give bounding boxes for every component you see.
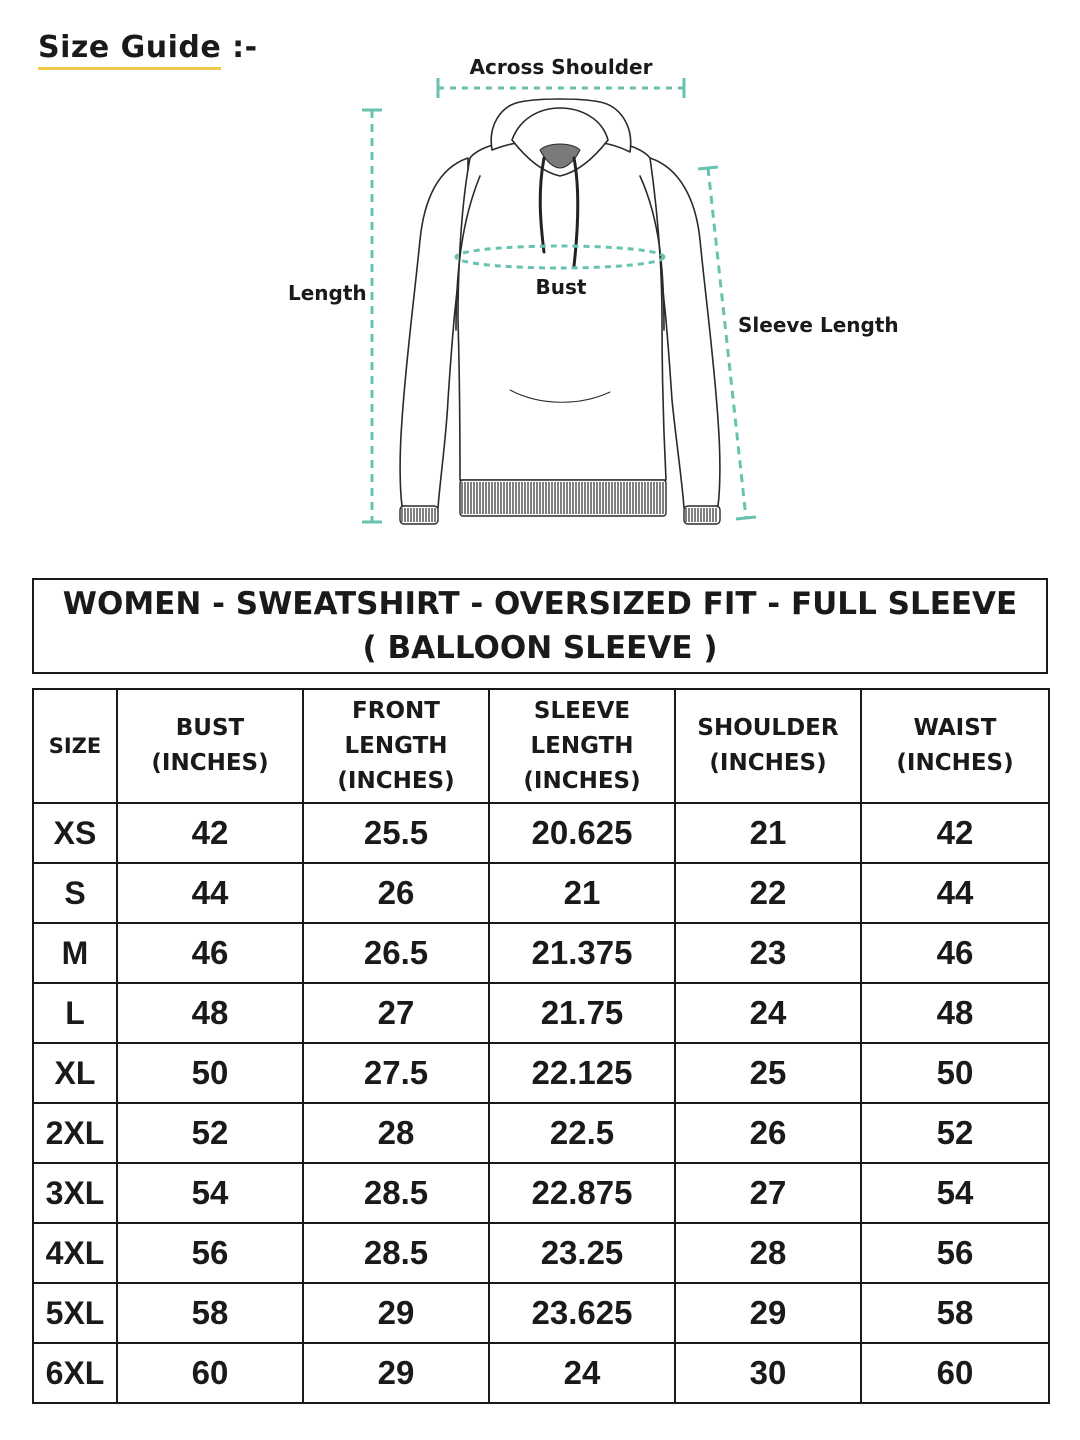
cell-front-length: 25.5: [303, 803, 489, 863]
cell-shoulder: 26: [675, 1103, 861, 1163]
size-cell: 5XL: [33, 1283, 117, 1343]
cell-shoulder: 22: [675, 863, 861, 923]
cell-bust: 50: [117, 1043, 303, 1103]
cell-front-length: 29: [303, 1283, 489, 1343]
table-row: [33, 863, 1049, 923]
column-header-text: (INCHES): [523, 767, 641, 794]
chart-title-line2: ( BALLOON SLEEVE ): [362, 630, 718, 666]
size-cell: 2XL: [33, 1103, 117, 1163]
cell-waist: 46: [861, 923, 1049, 983]
cell-shoulder: 25: [675, 1043, 861, 1103]
cell-front-length: 28.5: [303, 1223, 489, 1283]
size-cell: 3XL: [33, 1163, 117, 1223]
table-header-row: [33, 689, 1049, 803]
cell-waist: 54: [861, 1163, 1049, 1223]
table-row: [33, 983, 1049, 1043]
cell-front-length: 27.5: [303, 1043, 489, 1103]
cell-waist: 44: [861, 863, 1049, 923]
column-header-text: (INCHES): [151, 750, 269, 776]
column-header-shoulder: [675, 689, 861, 803]
chart-title-line1: WOMEN - SWEATSHIRT - OVERSIZED FIT - FULL SLEEVE: [62, 586, 1018, 622]
size-cell: XS: [33, 803, 117, 863]
cell-sleeve-length: 22.875: [489, 1163, 675, 1223]
table-row: [33, 923, 1049, 983]
cell-waist: 42: [861, 803, 1049, 863]
cell-waist: 48: [861, 983, 1049, 1043]
cell-bust: 42: [117, 803, 303, 863]
cell-sleeve-length: 21.375: [489, 923, 675, 983]
cell-front-length: 26: [303, 863, 489, 923]
cell-shoulder: 30: [675, 1343, 861, 1403]
cell-shoulder: 24: [675, 983, 861, 1043]
cell-sleeve-length: 22.5: [489, 1103, 675, 1163]
size-cell: 4XL: [33, 1223, 117, 1283]
bust-label: Bust: [535, 275, 587, 299]
table-row: [33, 1283, 1049, 1343]
size-cell: M: [33, 923, 117, 983]
cell-shoulder: 28: [675, 1223, 861, 1283]
column-header-text: SIZE: [48, 733, 102, 758]
cell-shoulder: 27: [675, 1163, 861, 1223]
size-guide-title-suffix: :-: [221, 30, 258, 65]
size-guide-title-text: Size Guide: [38, 30, 221, 70]
column-header-text: FRONT: [352, 697, 440, 724]
chart-title-box: [32, 578, 1048, 674]
size-cell: 6XL: [33, 1343, 117, 1403]
column-header-front-length: [303, 689, 489, 803]
cell-sleeve-length: 21: [489, 863, 675, 923]
column-header-text: (INCHES): [337, 767, 455, 794]
cell-front-length: 28.5: [303, 1163, 489, 1223]
ribbing: [400, 480, 720, 524]
cell-shoulder: 23: [675, 923, 861, 983]
sleeve-length-label: Sleeve Length: [738, 313, 899, 337]
cell-sleeve-length: 23.25: [489, 1223, 675, 1283]
column-header-text: (INCHES): [896, 750, 1014, 776]
cell-waist: 52: [861, 1103, 1049, 1163]
cell-bust: 58: [117, 1283, 303, 1343]
cell-bust: 48: [117, 983, 303, 1043]
table-row: [33, 1343, 1049, 1403]
table-body: [33, 803, 1049, 1403]
column-header-waist: [861, 689, 1049, 803]
cell-shoulder: 21: [675, 803, 861, 863]
column-header-text: (INCHES): [709, 750, 827, 776]
cell-waist: 56: [861, 1223, 1049, 1283]
column-header-text: SHOULDER: [697, 715, 839, 741]
size-cell: L: [33, 983, 117, 1043]
table-row: [33, 1043, 1049, 1103]
cell-bust: 44: [117, 863, 303, 923]
hoodie-diagram: [0, 0, 1080, 560]
cell-sleeve-length: 23.625: [489, 1283, 675, 1343]
size-cell: XL: [33, 1043, 117, 1103]
cell-front-length: 29: [303, 1343, 489, 1403]
column-header-bust: [117, 689, 303, 803]
table-row: [33, 1163, 1049, 1223]
table-row: [33, 803, 1049, 863]
length-label: Length: [288, 281, 367, 305]
cell-bust: 56: [117, 1223, 303, 1283]
column-header-size: [33, 689, 117, 803]
table-row: [33, 1103, 1049, 1163]
column-header-text: WAIST: [913, 715, 997, 741]
cell-sleeve-length: 24: [489, 1343, 675, 1403]
cell-sleeve-length: 21.75: [489, 983, 675, 1043]
cell-front-length: 27: [303, 983, 489, 1043]
cell-bust: 46: [117, 923, 303, 983]
column-header-text: LENGTH: [530, 732, 634, 759]
cell-shoulder: 29: [675, 1283, 861, 1343]
table-row: [33, 1223, 1049, 1283]
cell-waist: 60: [861, 1343, 1049, 1403]
cell-waist: 58: [861, 1283, 1049, 1343]
column-header-text: BUST: [175, 715, 245, 741]
cell-waist: 50: [861, 1043, 1049, 1103]
cell-front-length: 28: [303, 1103, 489, 1163]
cell-bust: 52: [117, 1103, 303, 1163]
column-header-text: LENGTH: [344, 732, 448, 759]
cell-bust: 54: [117, 1163, 303, 1223]
size-chart-table: [32, 688, 1050, 1404]
cell-sleeve-length: 20.625: [489, 803, 675, 863]
cell-sleeve-length: 22.125: [489, 1043, 675, 1103]
across-shoulder-label: Across Shoulder: [469, 55, 653, 79]
cell-bust: 60: [117, 1343, 303, 1403]
size-cell: S: [33, 863, 117, 923]
column-header-text: SLEEVE: [533, 697, 631, 724]
cell-front-length: 26.5: [303, 923, 489, 983]
column-header-sleeve-length: [489, 689, 675, 803]
